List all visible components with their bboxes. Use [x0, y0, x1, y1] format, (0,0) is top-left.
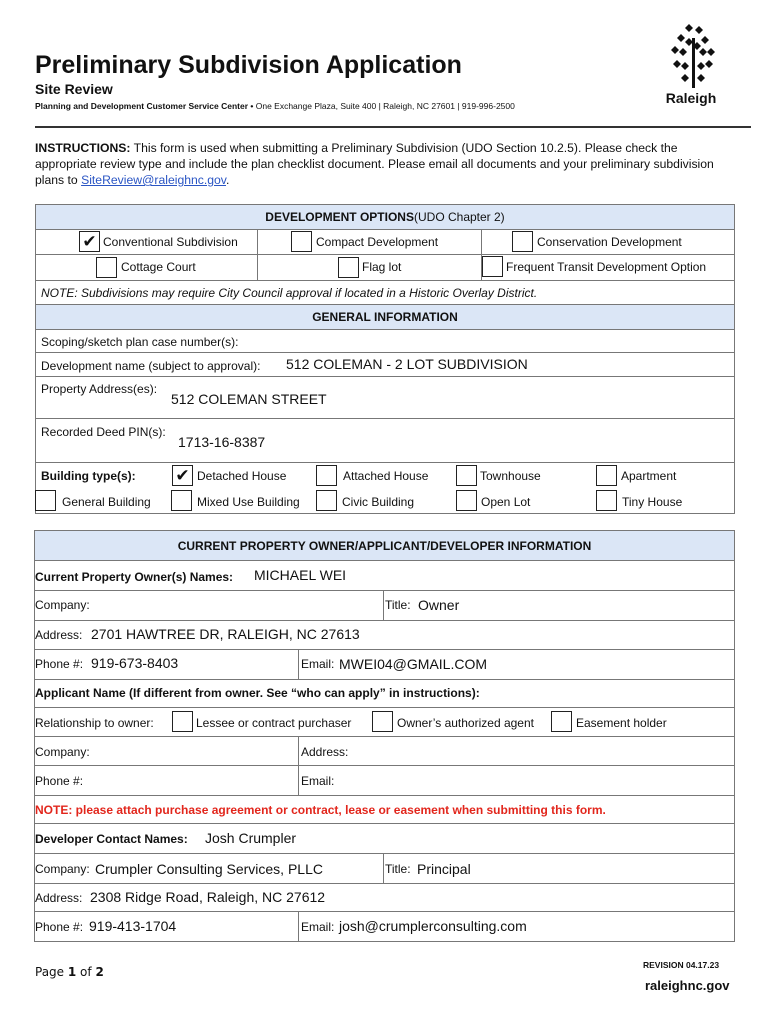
- owner-email-label: Email:: [301, 657, 335, 671]
- col-divider: [298, 649, 299, 679]
- detached-house-checkbox[interactable]: [172, 465, 193, 486]
- owner-title-value[interactable]: Owner: [418, 597, 460, 613]
- apartment-checkbox[interactable]: [596, 465, 617, 486]
- applicant-email-label: Email:: [301, 774, 335, 788]
- general-building-label: General Building: [62, 495, 151, 509]
- contact-rest: One Exchange Plaza, Suite 400 | Raleigh, NC 27601 | 919-996-2500: [253, 101, 515, 111]
- developer-phone-value[interactable]: 919-413-1704: [89, 918, 177, 934]
- compact-development-label: Compact Development: [316, 235, 439, 249]
- owner-company-label: Company:: [35, 598, 90, 612]
- development-options-header: [36, 205, 734, 229]
- historic-overlay-note: NOTE: Subdivisions may require City Council approval if located in a Historic Overlay District.: [41, 286, 538, 300]
- owner-phone-label: Phone #:: [35, 657, 84, 671]
- conventional-subdivision-checkbox[interactable]: [79, 231, 100, 252]
- developer-title-label: Title:: [385, 862, 411, 876]
- row-divider: [35, 462, 735, 463]
- civic-building-checkbox[interactable]: [316, 490, 337, 511]
- owner-info-header: CURRENT PROPERTY OWNER/APPLICANT/DEVELOPER INFORMATION: [35, 531, 734, 560]
- general-building-checkbox[interactable]: [35, 490, 56, 511]
- row-divider: [34, 707, 735, 708]
- row-divider: [35, 280, 735, 281]
- row-divider: [34, 911, 735, 912]
- page-prefix: Page: [35, 965, 68, 979]
- open-lot-label: Open Lot: [481, 495, 531, 509]
- applicant-name-label: Applicant Name (If different from owner. See “who can apply” in instructions):: [35, 686, 480, 700]
- row-divider: [34, 620, 735, 621]
- authorized-agent-checkbox[interactable]: [372, 711, 393, 732]
- row-divider: [34, 649, 735, 650]
- form-subtitle: Site Review: [35, 81, 113, 97]
- header-divider: [35, 126, 751, 128]
- row-divider: [34, 679, 735, 680]
- easement-holder-checkbox[interactable]: [551, 711, 572, 732]
- townhouse-label: Townhouse: [480, 469, 541, 483]
- compact-development-checkbox[interactable]: [291, 231, 312, 252]
- applicant-phone-label: Phone #:: [35, 774, 84, 788]
- site-review-email-link[interactable]: SiteReview@raleighnc.gov: [81, 173, 227, 187]
- tiny-house-label: Tiny House: [622, 495, 683, 509]
- row-divider: [35, 376, 735, 377]
- development-name-value[interactable]: 512 COLEMAN - 2 LOT SUBDIVISION: [286, 356, 528, 372]
- developer-address-value[interactable]: 2308 Ridge Road, Raleigh, NC 27612: [90, 889, 326, 905]
- row-divider: [34, 560, 735, 561]
- check-mark-icon: ✔: [175, 466, 190, 485]
- row-divider: [35, 418, 735, 419]
- development-name-label: Development name (subject to approval):: [41, 359, 261, 373]
- cottage-court-label: Cottage Court: [121, 260, 196, 274]
- scoping-case-label: Scoping/sketch plan case number(s):: [41, 335, 239, 349]
- developer-names-label: Developer Contact Names:: [35, 832, 188, 846]
- row-divider: [34, 823, 735, 824]
- cottage-court-checkbox[interactable]: [96, 257, 117, 278]
- developer-address-label: Address:: [35, 891, 83, 905]
- form-title: Preliminary Subdivision Application: [35, 51, 462, 79]
- deed-pin-value[interactable]: 1713-16-8387: [178, 434, 266, 450]
- building-types-label: Building type(s):: [41, 469, 136, 483]
- authorized-agent-label: Owner’s authorized agent: [397, 716, 534, 730]
- contact-line: [35, 101, 515, 111]
- developer-company-label: Company:: [35, 862, 90, 876]
- page-of: of: [76, 965, 96, 979]
- open-lot-checkbox[interactable]: [456, 490, 477, 511]
- instructions-label: INSTRUCTIONS:: [35, 141, 131, 155]
- conventional-subdivision-label: Conventional Subdivision: [103, 235, 238, 249]
- row-divider: [34, 736, 735, 737]
- owner-names-value[interactable]: MICHAEL WEI: [254, 567, 347, 583]
- applicant-address-label: Address:: [301, 745, 349, 759]
- developer-email-label: Email:: [301, 920, 335, 934]
- deed-pin-label: Recorded Deed PIN(s):: [41, 425, 166, 439]
- row-divider: [34, 853, 735, 854]
- row-divider: [34, 795, 735, 796]
- raleighnc-site[interactable]: raleighnc.gov: [645, 978, 730, 993]
- owner-phone-value[interactable]: 919-673-8403: [91, 655, 179, 671]
- instructions-text: This form is used when submitting a Preliminary Subdivision (UDO Section 10.2.5). Please check the appropriate review type and include the plan checklist document. Please email all documents and your preliminary subdivision plans to: [35, 141, 714, 187]
- instructions: [35, 140, 735, 188]
- row-divider: [35, 254, 735, 255]
- owner-names-label: Current Property Owner(s) Names:: [35, 570, 234, 584]
- developer-names-value[interactable]: Josh Crumpler: [205, 830, 297, 846]
- owner-address-label: Address:: [35, 628, 83, 642]
- check-mark-icon: ✔: [82, 232, 97, 251]
- owner-title-label: Title:: [385, 598, 411, 612]
- general-information-header: GENERAL INFORMATION: [36, 305, 734, 329]
- row-divider: [34, 590, 735, 591]
- flag-lot-label: Flag lot: [362, 260, 402, 274]
- frequent-transit-checkbox[interactable]: [482, 256, 503, 277]
- relationship-label: Relationship to owner:: [35, 716, 154, 730]
- dev-options-title: DEVELOPMENT OPTIONS: [265, 210, 414, 224]
- apartment-label: Apartment: [621, 469, 677, 483]
- conservation-development-checkbox[interactable]: [512, 231, 533, 252]
- civic-building-label: Civic Building: [342, 495, 415, 509]
- page-indicator: [35, 965, 104, 979]
- attached-house-checkbox[interactable]: [316, 465, 337, 486]
- applicant-company-label: Company:: [35, 745, 90, 759]
- attached-house-label: Attached House: [343, 469, 429, 483]
- owner-address-value[interactable]: 2701 HAWTREE DR, RALEIGH, NC 27613: [91, 626, 360, 642]
- property-address-value[interactable]: 512 COLEMAN STREET: [171, 391, 327, 407]
- frequent-transit-label: Frequent Transit Development Option: [506, 260, 707, 274]
- dev-options-chapter: (UDO Chapter 2): [413, 210, 505, 224]
- lessee-label: Lessee or contract purchaser: [196, 716, 352, 730]
- flag-lot-checkbox[interactable]: [338, 257, 359, 278]
- row-divider: [35, 229, 735, 230]
- detached-house-label: Detached House: [197, 469, 287, 483]
- instructions-end: .: [226, 173, 230, 187]
- row-divider: [34, 765, 735, 766]
- col-divider: [383, 853, 384, 883]
- lessee-checkbox[interactable]: [172, 711, 193, 732]
- developer-email-value[interactable]: josh@crumplerconsulting.com: [339, 918, 527, 934]
- tiny-house-checkbox[interactable]: [596, 490, 617, 511]
- developer-title-value[interactable]: Principal: [417, 861, 471, 877]
- mixed-use-building-checkbox[interactable]: [171, 490, 192, 511]
- row-divider: [34, 883, 735, 884]
- mixed-use-building-label: Mixed Use Building: [197, 495, 300, 509]
- col-divider: [383, 590, 384, 620]
- easement-holder-label: Easement holder: [576, 716, 667, 730]
- attachment-note: NOTE: please attach purchase agreement or contract, lease or easement when submitting this form.: [35, 803, 606, 817]
- developer-phone-label: Phone #:: [35, 920, 84, 934]
- owner-email-value[interactable]: MWEI04@GMAIL.COM: [339, 656, 488, 672]
- page-total: 2: [95, 965, 104, 979]
- revision-label: REVISION 04.17.23: [643, 960, 720, 970]
- col-divider: [257, 229, 258, 280]
- townhouse-checkbox[interactable]: [456, 465, 477, 486]
- row-divider: [35, 329, 735, 330]
- page-number: 1: [67, 965, 77, 979]
- property-address-label: Property Address(es):: [41, 382, 158, 396]
- col-divider: [298, 911, 299, 942]
- contact-bold: Planning and Development Customer Service Center •: [35, 101, 254, 111]
- raleigh-logo-text: Raleigh: [665, 90, 717, 106]
- conservation-development-label: Conservation Development: [537, 235, 682, 249]
- developer-company-value[interactable]: Crumpler Consulting Services, PLLC: [95, 861, 323, 877]
- row-divider: [35, 352, 735, 353]
